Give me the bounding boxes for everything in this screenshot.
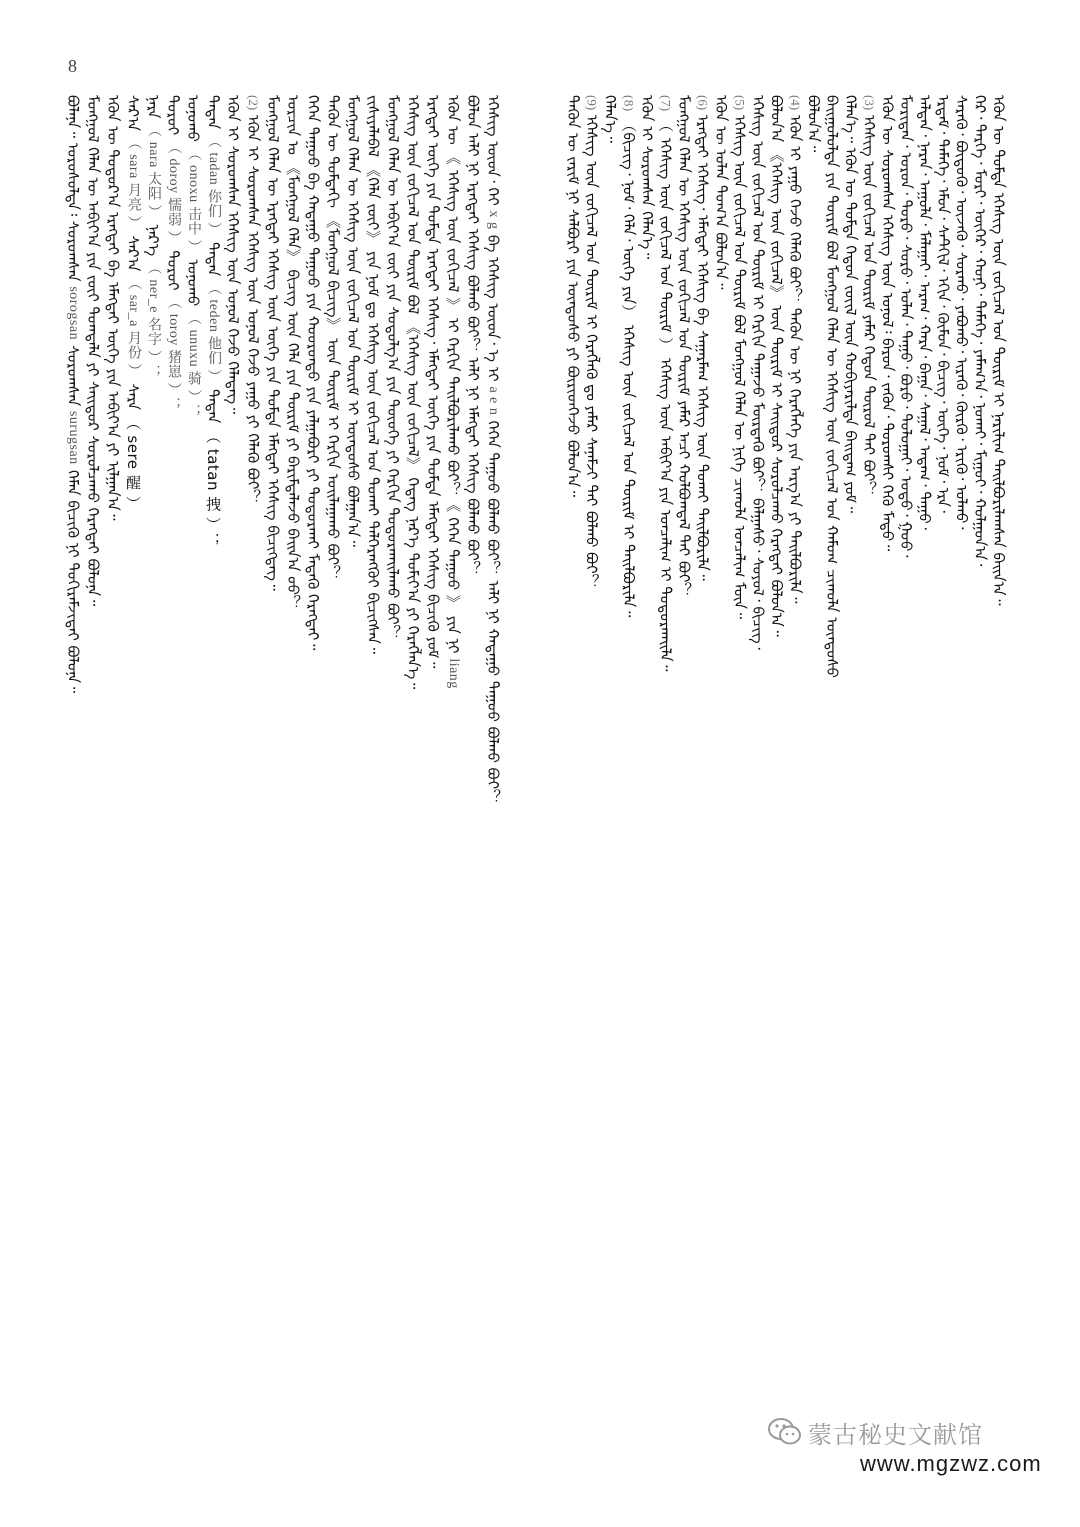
latin-gloss: （ nara 太阳 ） bbox=[146, 123, 161, 220]
mongolian-text: ᠳᠣᠷᠣᠢ bbox=[164, 95, 182, 136]
mongolian-text: ᠡᠭᠦᠨ ᠦ ᠳᠣᠲᠣᠷ᠎ᠠ ᠡᠷᠡᠭᠲᠡᠢ ᠪᠠ ᠡᠮᠡᠭᠲᠡᠢ ᠦᠭᠡ ᠶᠢᠨ ᠠᠪᠢᠶ᠎ᠠ ᠶᠢ ᠢᠯᠭᠠᠨ᠎ᠠ᠃ bbox=[104, 95, 122, 521]
mongolian-text: ᠵᠢᠱᠢᠶᠡᠯᠡᠪᠡᠯ 《ᠬᠡᠯᠡ ᠵᠦᠢ》 ᠶᠢᠨ ᠨᠣᠮ ᠳᠤ ᠡᠭᠡᠰᠢᠭ ᠦᠨ ᠵᠣᠬᠢᠴᠠᠯ ᠤᠨ ᠲᠤᠬᠠᠢ ᠳᠡᠯᠭᠡᠷᠡᠩᠭᠦᠢ ᠪᠢᠴᠢᠭᠰᠡᠨ᠃ bbox=[364, 95, 382, 654]
wechat-icon bbox=[768, 1417, 802, 1447]
latin-gloss: （ sar_a 月份 ） bbox=[126, 276, 141, 379]
text-line bbox=[480, 95, 506, 1467]
mongolian-text: ᠨᠠᠷᠠ bbox=[144, 95, 162, 119]
mongolian-text: ᠣᠨᠣᠬᠤ bbox=[184, 95, 202, 142]
mongolian-text: ᠡᠭᠡᠰᠢᠭ ᠦᠨ ᠵᠣᠬᠢᠴᠠᠯ ᠤᠨ ᠳᠦᠷᠢᠮ ᠢ ᠬᠡᠷᠬᠢᠨ ᠳᠠᠭᠠᠵᠤ ᠮᠦᠷᠳᠡᠬᠦ ᠪᠤᠢ？ ᠪᠠᠯᠭᠠᠰᠤ᠂ ᠰᠣᠶᠣᠯ᠂ ᠪᠢᠴᠢᠭ᠂ bbox=[749, 95, 767, 650]
mongolian-text: （ᠪᠢᠴᠢᠭ᠂ ᠨᠣᠮ᠂ ᠬᠡᠯᠡ᠂ ᠦᠭᠡ ᠶᠢᠨ） ᠡᠭᠡᠰᠢᠭ ᠦᠨ ᠵᠣᠬᠢᠴᠠᠯ ᠤᠨ ᠳᠦᠷᠢᠮ ᠢ ᠲᠠᠢᠯᠪᠤᠷᠢᠯᠠ᠃ bbox=[619, 116, 638, 618]
mongolian-text: ᠰᠣᠷᠣᠭᠰᠠᠨ bbox=[64, 345, 82, 407]
latin-gloss: （ ner_e 名字 ）； bbox=[146, 260, 161, 380]
mongolian-text: ᠲᠠᠲᠠᠨ （ tatan 拽 ）； bbox=[204, 389, 222, 549]
watermark-name: 蒙古秘史文献馆 bbox=[808, 1421, 983, 1449]
mongolian-text: ᠬᠡᠮᠡᠨ ᠪᠢᠴᠢᠬᠦ ᠨᠢ ᠲᠣᠬᠢᠷᠠᠮᠵᠢᠲᠠᠢ ᠪᠣᠯᠤᠨᠠ᠃ bbox=[64, 469, 82, 693]
text-column-left bbox=[60, 95, 530, 1467]
line-marker: (5) bbox=[732, 95, 748, 111]
mongolian-text: ᠡᠭᠦᠨ ᠦ 《 ᠡᠭᠡᠰᠢᠭ ᠦᠨ ᠵᠣᠬᠢᠴᠠᠯ 》 ᠢ ᠬᠡᠷᠬᠢᠨ ᠲᠠᠢᠯᠪᠤᠷᠢᠯᠠᠬᠤ ᠪᠤᠢ？《 ᠭᠡᠭᠡᠨ ᠳᠠᠭᠤᠤ 》 ᠶᠢᠨ ᠨᠢ bbox=[444, 95, 462, 654]
mongolian-text: ᠭᠡᠭᠡᠨ ᠳᠠᠭᠤᠤ ᠪᠣᠯᠬᠤ ᠪᠤᠢ？ ᠠᠯᠢ ᠨᠢ ᠬᠠᠲᠠᠭᠤ ᠳᠠᠭᠤᠤ ᠪᠣᠯᠬᠤ ᠪᠤᠢ？ bbox=[484, 420, 502, 805]
mongolian-text: ᠮᠣᠩᠭᠣᠯ ᠬᠡᠯᠡᠨ ᠦ ᠡᠷᠡᠭᠲᠡᠢ ᠡᠭᠡᠰᠢᠭ ᠦᠨ ᠦᠭᠡ ᠶᠢᠨ ᠳᠤᠮᠳᠠ ᠡᠮᠡᠭᠲᠡᠢ ᠡᠭᠡᠰᠢᠭ ᠪᠢᠴᠢᠭᠳᠡᠭ᠃ bbox=[264, 95, 282, 591]
mongolian-text: ᠪᠣᠯᠤᠨ ᠠᠯᠢ ᠨᠢ ᠡᠷᠡᠭᠲᠡᠢ ᠡᠭᠡᠰᠢᠭ ᠪᠣᠯᠬᠤ ᠪᠤᠢ？ ᠠᠯᠢ ᠨᠢ ᠡᠮᠡᠭᠲᠡᠢ ᠡᠭᠡᠰᠢᠭ ᠪᠣᠯᠬᠤ ᠪᠤᠢ？ bbox=[464, 95, 482, 576]
mongolian-text: ᠰᠡᠷᠡ （ sere 醒 ） bbox=[124, 383, 142, 512]
mongolian-text: ᠨᠡᠷ᠎ᠡ bbox=[144, 224, 162, 257]
mongolian-text: ᠡᠭᠦᠨ ᠦ ᠣᠯᠠᠨ ᠲᠣᠭ᠎ᠠ ᠪᠣᠯᠤᠨ᠎ᠠ᠃ bbox=[712, 95, 730, 290]
mongolian-text: ᠡᠭᠦᠨ ᠢ ᠶᠠᠭᠤ ᠭᠡᠵᠦ ᠬᠡᠯᠡᠬᠦ ᠪᠤᠢ？ ᠲᠡᠭᠦᠨ ᠦ ᠨᠢ ᠬᠡᠷᠡᠭᠯᠡᠭᠡ ᠶᠢᠨ ᠠᠷᠭ᠎ᠠ ᠶᠢ ᠲᠠᠢᠯᠪᠤᠷᠢᠯᠠ᠃ bbox=[786, 114, 804, 604]
mongolian-text: ᠡᠷᠳᠡᠮ᠂ ᠲᠡᠮᠡᠭᠡ᠂ ᠡᠮᠦᠨ᠂ ᠰᠡᠲᠭᠢᠯ᠂ ᠡᠬᠢᠨ᠂ ᠬᠦᠮᠦᠨ᠂ ᠪᠢᠴᠢᠭ᠂ ᠦᠭᠡ᠂ ᠨᠣᠮ᠂ ᠡᠷᠡ᠂ bbox=[934, 95, 952, 513]
mongolian-text: ᠠᠯᠲᠠᠨ᠂ ᠨᠠᠷᠠᠨ᠂ ᠠᠭᠤᠯᠠ᠂ ᠮᠠᠯᠠᠭᠠᠢ᠂ ᠠᠷᠠᠭ᠂ ᠬᠠᠷᠠ᠂ ᠪᠠᠭᠠ᠂ ᠰᠠᠭᠠᠯ᠂ ᠠᠳᠠᠭ᠂ ᠳᠠᠭᠤ᠂ bbox=[915, 95, 934, 530]
mongolian-text: ᠪᠣᠯᠤᠨ᠎ᠠ᠃ bbox=[804, 95, 823, 153]
mongolian-text: ᠪᠣᠯᠤᠨ᠎ᠠ 《ᠡᠭᠡᠰᠢᠭ ᠦᠨ ᠵᠣᠬᠢᠴᠠᠯ》 ᠦᠨ ᠳᠦᠷᠢᠮ ᠢ ᠰᠠᠢᠲᠤᠷ ᠰᠤᠷᠤᠯᠴᠠᠬᠤ ᠬᠡᠷᠡᠭᠲᠡᠢ ᠪᠣᠯᠤᠨ᠎ᠠ᠃ bbox=[767, 95, 786, 637]
mongolian-text: ᠲᠣᠷᠣᠢ bbox=[164, 250, 182, 291]
mongolian-text: ᠰᠡᠷᠡᠬᠦ᠂ ᠪᠦᠲᠦᠬᠦ᠂ ᠦᠵᠡᠬᠦ᠂ ᠰᠤᠷᠬᠤ᠂ ᠶᠠᠪᠤᠬᠤ᠂ ᠢᠷᠡᠬᠦ᠂ ᠬᠦᠷᠬᠦ᠂ ᠡᠷᠢᠬᠦ᠂ ᠣᠯᠬᠤ᠂ bbox=[952, 95, 971, 530]
latin-gloss: （ doroy 懦弱 ） bbox=[166, 139, 181, 246]
mongolian-text: ᠡᠭᠦᠨ ᠦ ᠳᠤᠮᠳᠠ ᠡᠭᠡᠰᠢᠭ ᠦᠨ ᠵᠣᠬᠢᠴᠠᠯ ᠤᠨ ᠳᠦᠷᠢᠮ ᠢ ᠨᠠᠷᠢᠯᠢᠭ ᠲᠠᠢᠯᠪᠤᠷᠢᠯᠠᠭᠰᠠᠨ ᠪᠠᠢᠨ᠎ᠠ᠃ bbox=[989, 95, 1008, 606]
mongolian-text: ᠪᠠ ᠡᠭᠡᠰᠢᠭ ᠦᠳ᠂ ᠡ ᠢ bbox=[484, 234, 502, 382]
latin-gloss: （ onoxu 击中 ） bbox=[186, 146, 201, 255]
mongolian-text: ᠡᠭᠡᠰᠢᠭ ᠦᠨ ᠵᠣᠬᠢᠴᠠᠯ ᠤᠨ ᠳᠦᠷᠢᠮ ᠶᠠᠮᠠᠷ ᠬᠡᠳᠦᠨ ᠲᠥᠷᠥᠯ ᠲᠠᠢ ᠪᠤᠢ？ bbox=[860, 114, 878, 497]
mongolian-text: ᠮᠣᠩᠭᠣᠯ ᠬᠡᠯᠡᠨ ᠦ ᠡᠭᠡᠰᠢᠭ ᠦᠨ ᠵᠣᠬᠢᠴᠠᠯ ᠤᠨ ᠳᠦᠷᠢᠮ ᠶᠠᠮᠠᠷ ᠠᠴᠢ ᠬᠣᠯᠪᠣᠭᠳᠠᠯ ᠲᠠᠢ ᠪᠤᠢ？ bbox=[675, 95, 693, 598]
mongolian-text: ᠡᠭᠦᠨ ᠢ ᠰᠣᠷᠣᠭᠰᠠᠨ ᠡᠭᠡᠰᠢᠭ ᠦᠨ ᠣᠨᠣᠯ ᠭᠡᠵᠦ ᠬᠡᠯᠡᠳᠡᠭ᠃ bbox=[224, 95, 242, 414]
mongolian-text: ᠣᠷᠴᠢᠨ ᠤ 《ᠮᠣᠩᠭᠣᠯ ᠬᠡᠯᠡ》 ᠪᠢᠴᠢᠭ ᠦᠨ ᠬᠡᠯᠡ ᠶᠢᠨ ᠳᠦᠷᠢᠮ ᠶᠢ ᠪᠠᠷᠢᠮᠲᠠᠯᠠᠵᠤ ᠪᠠᠢᠨ᠎ᠠ ᠤᠤ？ bbox=[284, 95, 302, 611]
mongolian-text: ᠡᠭᠦᠨ ᠦ ᠰᠤᠷᠤᠭᠰᠠᠨ ᠡᠭᠡᠰᠢᠭ ᠦᠨ ᠣᠨᠣᠯ᠄ ᠪᠠᠷᠤᠨ᠂ ᠵᠡᠭᠦᠨ᠂ ᠳᠣᠷᠣᠭᠰᠢ ᠭᠡᠬᠦ ᠮᠡᠳᠦ᠃ bbox=[878, 95, 897, 552]
page-number: 8 bbox=[68, 56, 77, 76]
mongolian-text: ᠤᠨᠤᠬᠤ bbox=[184, 259, 202, 307]
line-marker: (8) bbox=[621, 95, 637, 112]
mongolian-text: ᠲᠡᠭᠦᠨ ᠦ ᠵᠠᠷᠢᠮ ᠨᠢ ᠰᠠᠯᠪᠤᠷᠢ ᠶᠢᠨ ᠦᠨᠳᠦᠰᠦ ᠶᠢ ᠪᠦᠷᠢᠳᠬᠡᠵᠦ ᠪᠣᠯᠤᠨ᠎ᠠ᠃ bbox=[564, 95, 582, 498]
line-marker: (3) bbox=[862, 95, 877, 111]
mongolian-text: ᠡᠭᠦᠨ ᠢ ᠰᠣᠷᠣᠭᠰᠠᠨ ᠬᠡᠯᠡᠨ᠎ᠡ᠃ bbox=[638, 95, 656, 260]
mongolian-text: ᠪᠠᠢᠭᠤᠯᠤᠯᠲᠠ ᠶᠢᠨ ᠳᠦᠷᠢᠮ ᠪᠣᠯ ᠮᠣᠩᠭᠣᠯ ᠬᠡᠯᠡᠨ ᠦ ᠡᠭᠡᠰᠢᠭ ᠦᠨ ᠵᠣᠬᠢᠴᠠᠯ ᠤᠨ ᠬᠠᠮᠤᠭ ᠴᠢᠬᠤᠯᠠ ᠦᠨᠳᠦᠰᠦ bbox=[823, 95, 841, 678]
line-marker: (6) bbox=[695, 95, 711, 111]
mongolian-text: ᠭᠡᠷ᠂ ᠲᠡᠷᠭᠡ᠂ ᠮᠣᠷᠢ᠂ ᠦᠬᠡᠷ᠂ ᠬᠣᠨᠢ᠂ ᠲᠡᠮᠡᠭᠡ᠂ ᠶᠠᠮᠠᠭ᠎ᠠ᠂ ᠨᠣᠬᠠᠢ᠂ ᠮᠢᠭᠤᠢ᠂ ᠬᠣᠯᠭᠣᠨ᠎ᠠ᠂ bbox=[971, 95, 989, 567]
mongolian-text: ᠬᠡᠯᠡᠨ᠎ᠡ᠃ bbox=[601, 95, 619, 143]
latin-gloss: （ teden 他们 ） bbox=[206, 281, 221, 384]
mongolian-text: ᠪᠣᠯᠠᠨᠠ᠃ ᠣᠷᠣᠰᠤᠯᠲᠠ᠄ ᠰᠣᠷᠣᠭᠰᠠᠨ bbox=[64, 95, 82, 282]
mongolian-text: ᠡᠭᠡᠰᠢᠭ ᠦᠨ ᠵᠣᠬᠢᠴᠠᠯ ᠤᠨ ᠳᠦᠷᠢᠮ ᠢ ᠬᠡᠷᠡᠭᠯᠡᠬᠦ ᠳᠤ ᠶᠠᠮᠠᠷ ᠰᠠᠨᠠᠮᠵᠢ ᠲᠠᠢ ᠪᠣᠯᠬᠤ ᠪᠤᠢ？ bbox=[582, 114, 601, 589]
latin-gloss: a e n bbox=[486, 386, 501, 416]
latin-gloss: （ toroy 猪崽 ）； bbox=[166, 295, 181, 412]
mongolian-text: ᠲᠠᠳᠠᠨ bbox=[204, 95, 222, 130]
mongolian-text: ᠡᠭᠡᠰᠢᠭ ᠦᠨ ᠵᠣᠬᠢᠴᠠᠯ ᠤᠨ ᠳᠦᠷᠢᠮ ᠪᠣᠯ ᠮᠣᠩᠭᠣᠯ ᠬᠡᠯᠡᠨ ᠦ ᠨᠢᠭᠡ ᠴᠢᠬᠤᠯᠠ ᠣᠨᠴᠠᠯᠢᠭ ᠮᠥᠨ᠃ bbox=[730, 114, 749, 619]
mongolian-text: ᠡᠭᠡᠰᠢᠭ ᠦᠳ᠂ ᠭᠡᠢ bbox=[484, 95, 502, 206]
latin-gloss: （ tadan 你们 ） bbox=[206, 133, 221, 237]
latin-gloss: （ sara 月亮 ） bbox=[126, 135, 141, 231]
mongolian-text: ᠡᠭᠦᠨ ᠢ ᠰᠤᠷᠤᠭᠰᠠᠨ ᠡᠭᠡᠰᠢᠭ ᠦᠨ ᠣᠨᠣᠯ ᠭᠡᠵᠦ ᠶᠠᠭᠤ ᠶᠢ ᠬᠡᠯᠡᠬᠦ ᠪᠤᠢ？ bbox=[244, 114, 262, 505]
line-marker: (7) bbox=[658, 95, 674, 112]
mongolian-text: ᠡᠭᠡᠰᠢᠭ ᠦᠨ ᠵᠣᠬᠢᠴᠠᠯ ᠤᠨ ᠳᠦᠷᠢᠮ ᠪᠣᠯ 《ᠡᠭᠡᠰᠢᠭ ᠦᠨ ᠵᠣᠬᠢᠴᠠᠯ》 ᠭᠡᠳᠡᠭ ᠨᠡᠷ᠎ᠡ ᠲᠣᠮᠢᠶ᠎ᠠ ᠶᠢ ᠬᠡᠷᠡᠭᠯᠡᠨ᠎ᠡ᠃ bbox=[404, 95, 422, 690]
latin-gloss: （ unuxu 骑 ）； bbox=[186, 311, 201, 419]
mongolian-text: ᠡᠷᠡᠭᠲᠡᠢ ᠡᠭᠡᠰᠢᠭ᠂ ᠡᠮᠡᠭᠲᠡᠢ ᠡᠭᠡᠰᠢᠭ ᠪᠠ ᠰᠠᠭᠠᠷᠮᠠᠭ ᠡᠭᠡᠰᠢᠭ ᠦᠨ ᠲᠤᠬᠠᠢ ᠲᠠᠢᠯᠪᠤᠷᠢᠯᠠ᠃ bbox=[693, 114, 712, 581]
mongolian-text: ᠮᠣᠩᠭᠣᠯ ᠬᠡᠯᠡᠨ ᠦ ᠠᠪᠢᠶ᠎ᠠ ᠵᠦᠢ ᠶᠢᠨ ᠰᠤᠳᠤᠯᠭ᠎ᠠ ᠶᠢᠨ ᠲᠦᠦᠬᠡ ᠶᠢ ᠬᠡᠷᠬᠢᠨ ᠲᠣᠳᠣᠷᠬᠠᠢᠯᠠᠬᠤ ᠪᠤᠢ？ bbox=[384, 95, 402, 640]
text-line bbox=[986, 95, 1012, 1467]
latin-gloss: surugsan bbox=[66, 410, 81, 465]
mongolian-text: （ ᠡᠭᠡᠰᠢᠭ ᠦᠨ ᠵᠣᠬᠢᠴᠠᠯ ᠤᠨ ᠳᠦᠷᠢᠮ ） ᠡᠭᠡᠰᠢᠭ ᠦᠨ ᠠᠪᠢᠶ᠎ᠠ ᠶᠢᠨ ᠣᠨᠴᠠᠯᠢᠭ ᠢ ᠲᠣᠳᠣᠷᠬᠠᠢᠯᠠ᠃ bbox=[656, 116, 675, 672]
latin-gloss: liang bbox=[446, 658, 461, 689]
latin-gloss: sorogsan bbox=[66, 286, 81, 341]
mongolian-text: ᠭᠡᠭᠡᠨ ᠳᠠᠭᠤᠤ ᠪᠠ ᠬᠠᠲᠠᠭᠤ ᠳᠠᠭᠤᠤ ᠶᠢᠨ ᠬᠣᠣᠷᠣᠨᠳᠤ ᠶᠢᠨ ᠶᠠᠯᠭᠠᠪᠤᠷᠢ ᠶᠢ ᠲᠣᠳᠣᠷᠬᠠᠢ ᠮᠡᠳᠡᠬᠦ ᠬᠡᠷᠡᠭᠲᠡᠢ᠃ bbox=[304, 95, 322, 651]
line-marker: (9) bbox=[584, 95, 600, 111]
mongolian-text: ᠬᠡᠯᠡᠨ᠎ᠡ᠃ ᠡᠭᠦᠨ ᠦ ᠳᠤᠮᠳᠠ ᠬᠡᠳᠦᠨ ᠵᠦᠢᠯ ᠦᠨ ᠬᠤᠪᠢᠶᠠᠷᠢᠯᠲᠠ ᠪᠠᠢᠳᠠᠭ ᠶᠤᠮ᠃ bbox=[841, 95, 860, 513]
line-marker: (4) bbox=[788, 95, 803, 111]
mongolian-text: ᠮᠣᠩᠭᠣᠯ ᠬᠡᠯᠡᠨ ᠦ ᠡᠭᠡᠰᠢᠭ ᠦᠨ ᠵᠣᠬᠢᠴᠠᠯ ᠤᠨ ᠳᠦᠷᠢᠮ ᠢ ᠦᠨᠳᠦᠰᠦ ᠪᠣᠯᠭᠠᠨ᠎ᠠ᠃ bbox=[344, 95, 362, 547]
line-marker: (2) bbox=[246, 95, 261, 111]
mongolian-text: ᠡᠷᠡᠭᠲᠡᠢ ᠦᠭᠡ ᠶᠢᠨ ᠳᠤᠮᠳᠠ ᠡᠷᠡᠭᠲᠡᠢ ᠡᠭᠡᠰᠢᠭ᠂ ᠡᠮᠡᠭᠲᠡᠢ ᠦᠭᠡ ᠶᠢᠨ ᠳᠤᠮᠳᠠ ᠡᠮᠡᠭᠲᠡᠢ ᠡᠭᠡᠰᠢᠭ ᠪᠢᠴᠢᠬᠦ ᠶᠤᠮ᠃ bbox=[424, 95, 442, 669]
mongolian-text: ᠰᠠᠷ᠎ᠠ bbox=[124, 95, 142, 131]
mongolian-text: ᠲᠡᠭᠦᠨ ᠦ ᠳᠤᠮᠳᠠᠬᠢ 《ᠮᠣᠩᠭᠣᠯ ᠪᠢᠴᠢᠭ》 ᠦᠨ ᠳᠦᠷᠢᠮ ᠢ ᠬᠡᠷᠬᠢᠨ ᠣᠢᠯᠠᠭᠠᠬᠤ ᠪᠤᠢ？ bbox=[324, 95, 342, 581]
text-column-right bbox=[560, 95, 1030, 1467]
mongolian-text: ᠮᠣᠷᠢᠳᠠᠨ᠂ ᠣᠷᠣᠨ᠂ ᠳᠣᠷᠣ᠂ ᠰᠣᠷᠣ᠂ ᠣᠯᠠᠨ᠂ ᠳᠠᠭᠤ᠂ ᠪᠣᠷᠣ᠂ ᠲᠣᠯᠣᠭᠠᠢ᠂ ᠣᠳᠣ᠂ ᠭᠣᠣ᠂ bbox=[897, 95, 915, 558]
mongolian-text: ᠰᠠᠷ᠎ᠠ bbox=[124, 235, 142, 272]
latin-gloss: x g bbox=[486, 210, 501, 230]
mongolian-text: ᠮᠣᠩᠭᠣᠯ ᠬᠡᠯᠡᠨ ᠦ ᠠᠪᠢᠶ᠎ᠠ ᠶᠢᠨ ᠵᠦᠢ ᠲᠣᠭᠲᠠᠯᠠ ᠶᠢ ᠰᠠᠢᠲᠤᠷ ᠰᠤᠷᠤᠯᠴᠠᠬᠤ ᠬᠡᠷᠡᠭᠲᠡᠢ ᠪᠣᠯᠤᠨᠠ᠃ bbox=[84, 95, 102, 607]
watermark bbox=[768, 1415, 1058, 1495]
mongolian-text: ᠲᠡᠳᠡᠨ bbox=[204, 242, 222, 277]
watermark-url: www.mgzwz.com bbox=[860, 1451, 1042, 1476]
